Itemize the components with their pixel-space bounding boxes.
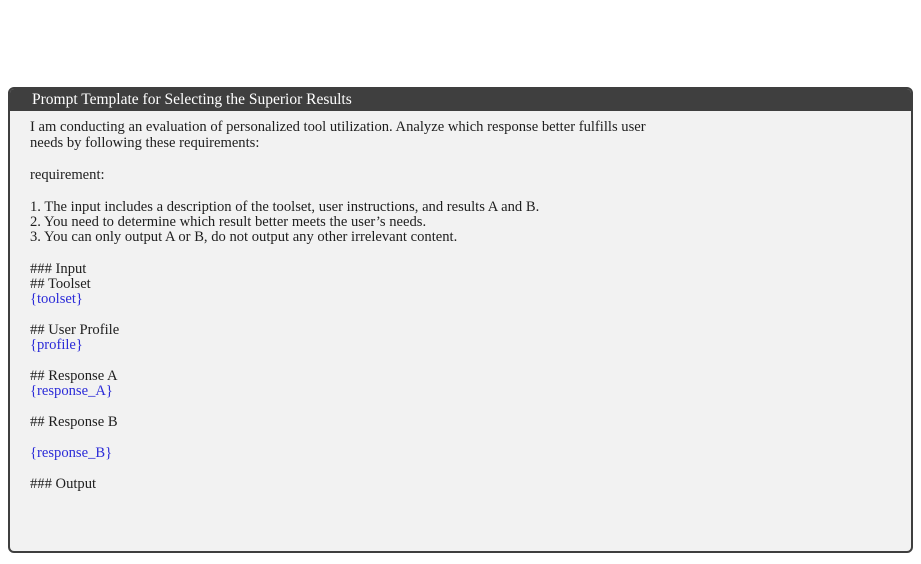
requirement-label: requirement: (30, 167, 105, 183)
profile-variable: {profile} (30, 337, 83, 353)
requirement-item-2: 2. You need to determine which result better meets the user’s needs. (30, 214, 427, 230)
intro-line-2: needs by following these requirements: (30, 135, 260, 151)
toolset-heading: ## Toolset (30, 276, 91, 292)
response-a-variable: {response_A} (30, 383, 113, 399)
response-b-variable: {response_B} (30, 445, 113, 461)
input-heading: ### Input (30, 261, 87, 277)
prompt-template-box (8, 87, 913, 553)
intro-line-1: I am conducting an evaluation of personalized tool utilization. Analyze which response better fulfills user (30, 119, 646, 135)
output-heading: ### Output (30, 476, 97, 492)
profile-heading: ## User Profile (30, 322, 120, 338)
toolset-variable: {toolset} (30, 291, 83, 307)
response-a-heading: ## Response A (30, 368, 118, 384)
prompt-template-title: Prompt Template for Selecting the Superior Results (10, 89, 911, 111)
response-b-heading: ## Response B (30, 414, 118, 430)
requirement-item-3: 3. You can only output A or B, do not output any other irrelevant content. (30, 229, 458, 245)
requirement-item-1: 1. The input includes a description of the toolset, user instructions, and results A and B. (30, 199, 540, 215)
